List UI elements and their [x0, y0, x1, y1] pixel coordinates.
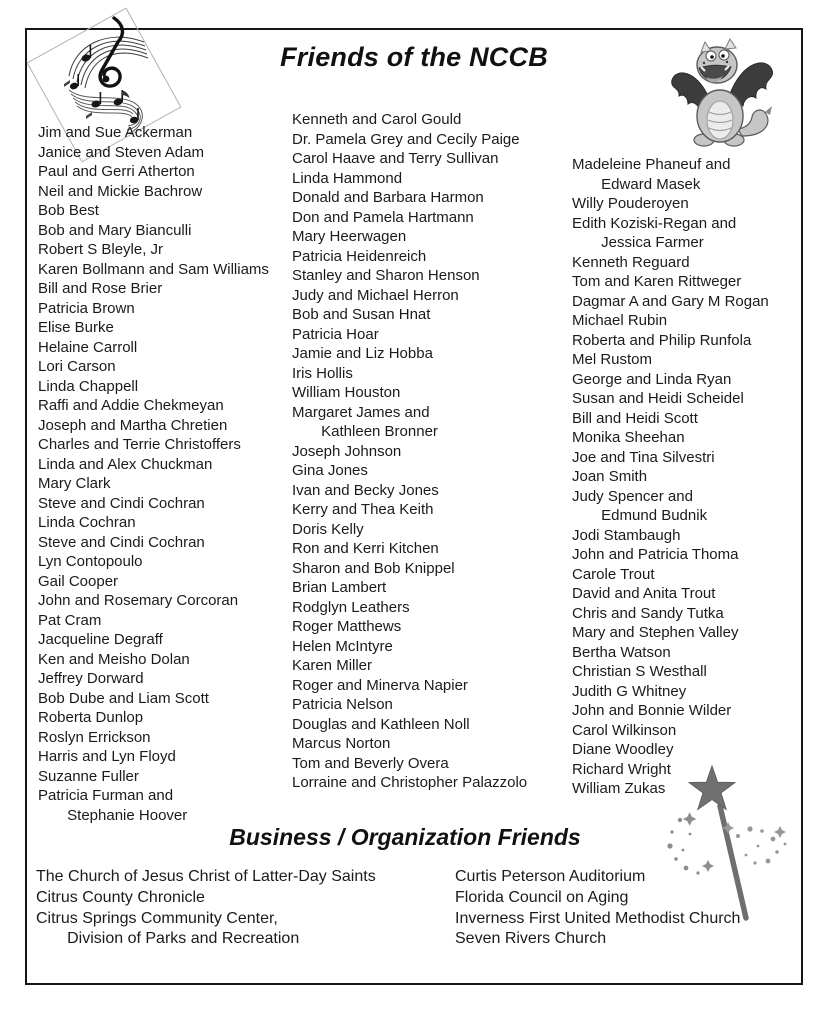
list-item: Judy Spencer and	[572, 487, 693, 505]
list-item: Charles and Terrie Christoffers	[38, 436, 241, 453]
list-item: Margaret James and	[292, 403, 430, 421]
list-item: Edmund Budnik	[572, 507, 708, 524]
list-item: Roberta and Philip Runfola	[572, 331, 752, 349]
list-item: Kenneth Reguard	[572, 253, 690, 271]
list-item: Doris Kelly	[292, 520, 364, 538]
list-item: Joan Smith	[572, 468, 648, 485]
list-item: Bertha Watson	[572, 643, 671, 661]
list-item: Judith G Whitney	[572, 682, 687, 700]
list-item: John and Patricia Thoma	[572, 546, 739, 563]
list-item: Marcus Norton	[292, 735, 391, 752]
list-item: Willy Pouderoyen	[572, 195, 689, 212]
list-item: Lori Carson	[38, 358, 116, 375]
list-item: Jim and Sue Ackerman	[38, 124, 193, 141]
list-item: Christian S Westhall	[572, 663, 707, 680]
list-item: Patricia Brown	[38, 299, 135, 317]
list-item: Bob and Mary Bianculli	[38, 221, 192, 239]
list-item: Joe and Tina Silvestri	[572, 448, 715, 466]
list-item: William Zukas	[572, 780, 666, 797]
list-item: David and Anita Trout	[572, 585, 716, 602]
business-column-1	[36, 867, 376, 950]
list-item: Seven Rivers Church	[455, 930, 607, 948]
list-item: Jacqueline Degraff	[38, 631, 163, 648]
list-item: Sharon and Bob Knippel	[292, 559, 455, 577]
list-item: Linda and Alex Chuckman	[38, 455, 213, 473]
list-item: Jodi Stambaugh	[572, 526, 681, 544]
list-item: Susan and Heidi Scheidel	[572, 390, 744, 407]
list-item: The Church of Jesus Christ of Latter-Day Saints	[36, 868, 376, 885]
list-item: William Houston	[292, 384, 401, 401]
list-item: Pat Cram	[38, 611, 102, 629]
list-item: Linda Hammond	[292, 169, 403, 187]
list-item: John and Rosemary Corcoran	[38, 592, 239, 609]
business-section-title: Business / Organization Friends	[229, 824, 581, 850]
list-item: Roger and Minerva Napier	[292, 676, 468, 694]
page-title: Friends of the NCCB	[280, 42, 548, 72]
list-item: Lorraine and Christopher Palazzolo	[292, 774, 528, 791]
list-item: Mary Clark	[38, 475, 111, 492]
list-item: Curtis Peterson Auditorium	[455, 868, 646, 885]
list-item: Patricia Hoar	[292, 325, 379, 343]
list-item: Patricia Furman and	[38, 787, 174, 804]
list-item: Karen Bollmann and Sam Williams	[38, 260, 269, 278]
list-item: Jessica Farmer	[572, 234, 704, 251]
list-item: Kathleen Bronner	[292, 423, 438, 440]
list-item: Monika Sheehan	[572, 429, 685, 446]
list-item: Robert S Bleyle, Jr	[38, 241, 164, 258]
friends-column-2	[292, 110, 527, 793]
list-item: Stanley and Sharon Henson	[292, 267, 480, 284]
friends-column-1	[38, 123, 269, 825]
list-item: Jamie and Liz Hobba	[292, 345, 433, 362]
list-item: Brian Lambert	[292, 579, 387, 596]
list-item: Michael Rubin	[572, 312, 668, 329]
friends-column-3	[572, 155, 769, 799]
list-item: Edward Masek	[572, 175, 701, 193]
list-item: George and Linda Ryan	[572, 370, 732, 388]
list-item: Inverness First United Methodist Church	[455, 909, 741, 927]
list-item: Kerry and Thea Keith	[292, 501, 434, 518]
list-item: Chris and Sandy Tutka	[572, 604, 724, 622]
list-item: Carol Haave and Terry Sullivan	[292, 150, 499, 167]
list-item: Mary and Stephen Valley	[572, 624, 739, 641]
list-item: Tom and Beverly Overa	[292, 754, 449, 772]
list-item: Stephanie Hoover	[38, 806, 188, 824]
list-item: Florida Council on Aging	[455, 888, 629, 906]
list-item: Joseph and Martha Chretien	[38, 416, 228, 434]
list-item: Neil and Mickie Bachrow	[38, 182, 203, 200]
list-item: Bob and Susan Hnat	[292, 306, 431, 323]
list-item: Carole Trout	[572, 565, 655, 583]
list-item: Janice and Steven Adam	[38, 143, 204, 161]
list-item: Dr. Pamela Grey and Cecily Paige	[292, 130, 520, 148]
list-item: Kenneth and Carol Gould	[292, 111, 462, 128]
list-item: Carol Wilkinson	[572, 721, 677, 739]
list-item: Helen McIntyre	[292, 637, 393, 655]
list-item: Karen Miller	[292, 657, 373, 674]
list-item: Joseph Johnson	[292, 442, 402, 460]
list-item: John and Bonnie Wilder	[572, 702, 732, 719]
list-item: Richard Wright	[572, 760, 671, 778]
list-item: Paul and Gerri Atherton	[38, 163, 195, 180]
list-item: Diane Woodley	[572, 741, 674, 758]
list-item: Raffi and Addie Chekmeyan	[38, 397, 224, 414]
list-item: Patricia Nelson	[292, 696, 393, 713]
list-item: Judy and Michael Herron	[292, 286, 459, 304]
list-item: Madeleine Phaneuf and	[572, 156, 731, 173]
list-item: Roberta Dunlop	[38, 709, 144, 726]
list-item: Roslyn Errickson	[38, 728, 151, 746]
list-item: Edith Koziski-Regan and	[572, 214, 737, 232]
list-item: Jeffrey Dorward	[38, 670, 144, 687]
list-item: Linda Cochran	[38, 514, 136, 531]
list-item: Division of Parks and Recreation	[36, 930, 300, 948]
list-item: Citrus County Chronicle	[36, 888, 205, 906]
list-item: Steve and Cindi Cochran	[38, 494, 205, 512]
list-item: Rodglyn Leathers	[292, 598, 410, 616]
dragon-icon	[668, 32, 776, 150]
list-item: Elise Burke	[38, 319, 114, 336]
list-item: Tom and Karen Rittweger	[572, 273, 742, 290]
list-item: Ivan and Becky Jones	[292, 481, 439, 499]
list-item: Steve and Cindi Cochran	[38, 533, 205, 551]
list-item: Gail Cooper	[38, 572, 119, 590]
list-item: Roger Matthews	[292, 618, 402, 635]
list-item: Donald and Barbara Harmon	[292, 189, 484, 206]
list-item: Harris and Lyn Floyd	[38, 748, 176, 765]
list-item: Bill and Heidi Scott	[572, 409, 698, 427]
list-item: Linda Chappell	[38, 377, 139, 395]
list-item: Suzanne Fuller	[38, 767, 139, 785]
list-item: Bill and Rose Brier	[38, 280, 163, 297]
list-item: Patricia Heidenreich	[292, 247, 427, 265]
list-item: Douglas and Kathleen Noll	[292, 715, 470, 733]
list-item: Ken and Meisho Dolan	[38, 650, 190, 668]
list-item: Don and Pamela Hartmann	[292, 208, 474, 226]
list-item: Mel Rustom	[572, 351, 653, 368]
list-item: Citrus Springs Community Center,	[36, 909, 278, 927]
list-item: Lyn Contopoulo	[38, 553, 143, 570]
list-item: Bob Best	[38, 202, 99, 219]
list-item: Bob Dube and Liam Scott	[38, 689, 209, 707]
list-item: Helaine Carroll	[38, 338, 138, 356]
list-item: Iris Hollis	[292, 364, 353, 382]
list-item: Ron and Kerri Kitchen	[292, 540, 439, 557]
list-item: Mary Heerwagen	[292, 228, 407, 245]
list-item: Dagmar A and Gary M Rogan	[572, 292, 769, 310]
magic-wand-icon	[650, 760, 810, 940]
list-item: Gina Jones	[292, 462, 368, 479]
